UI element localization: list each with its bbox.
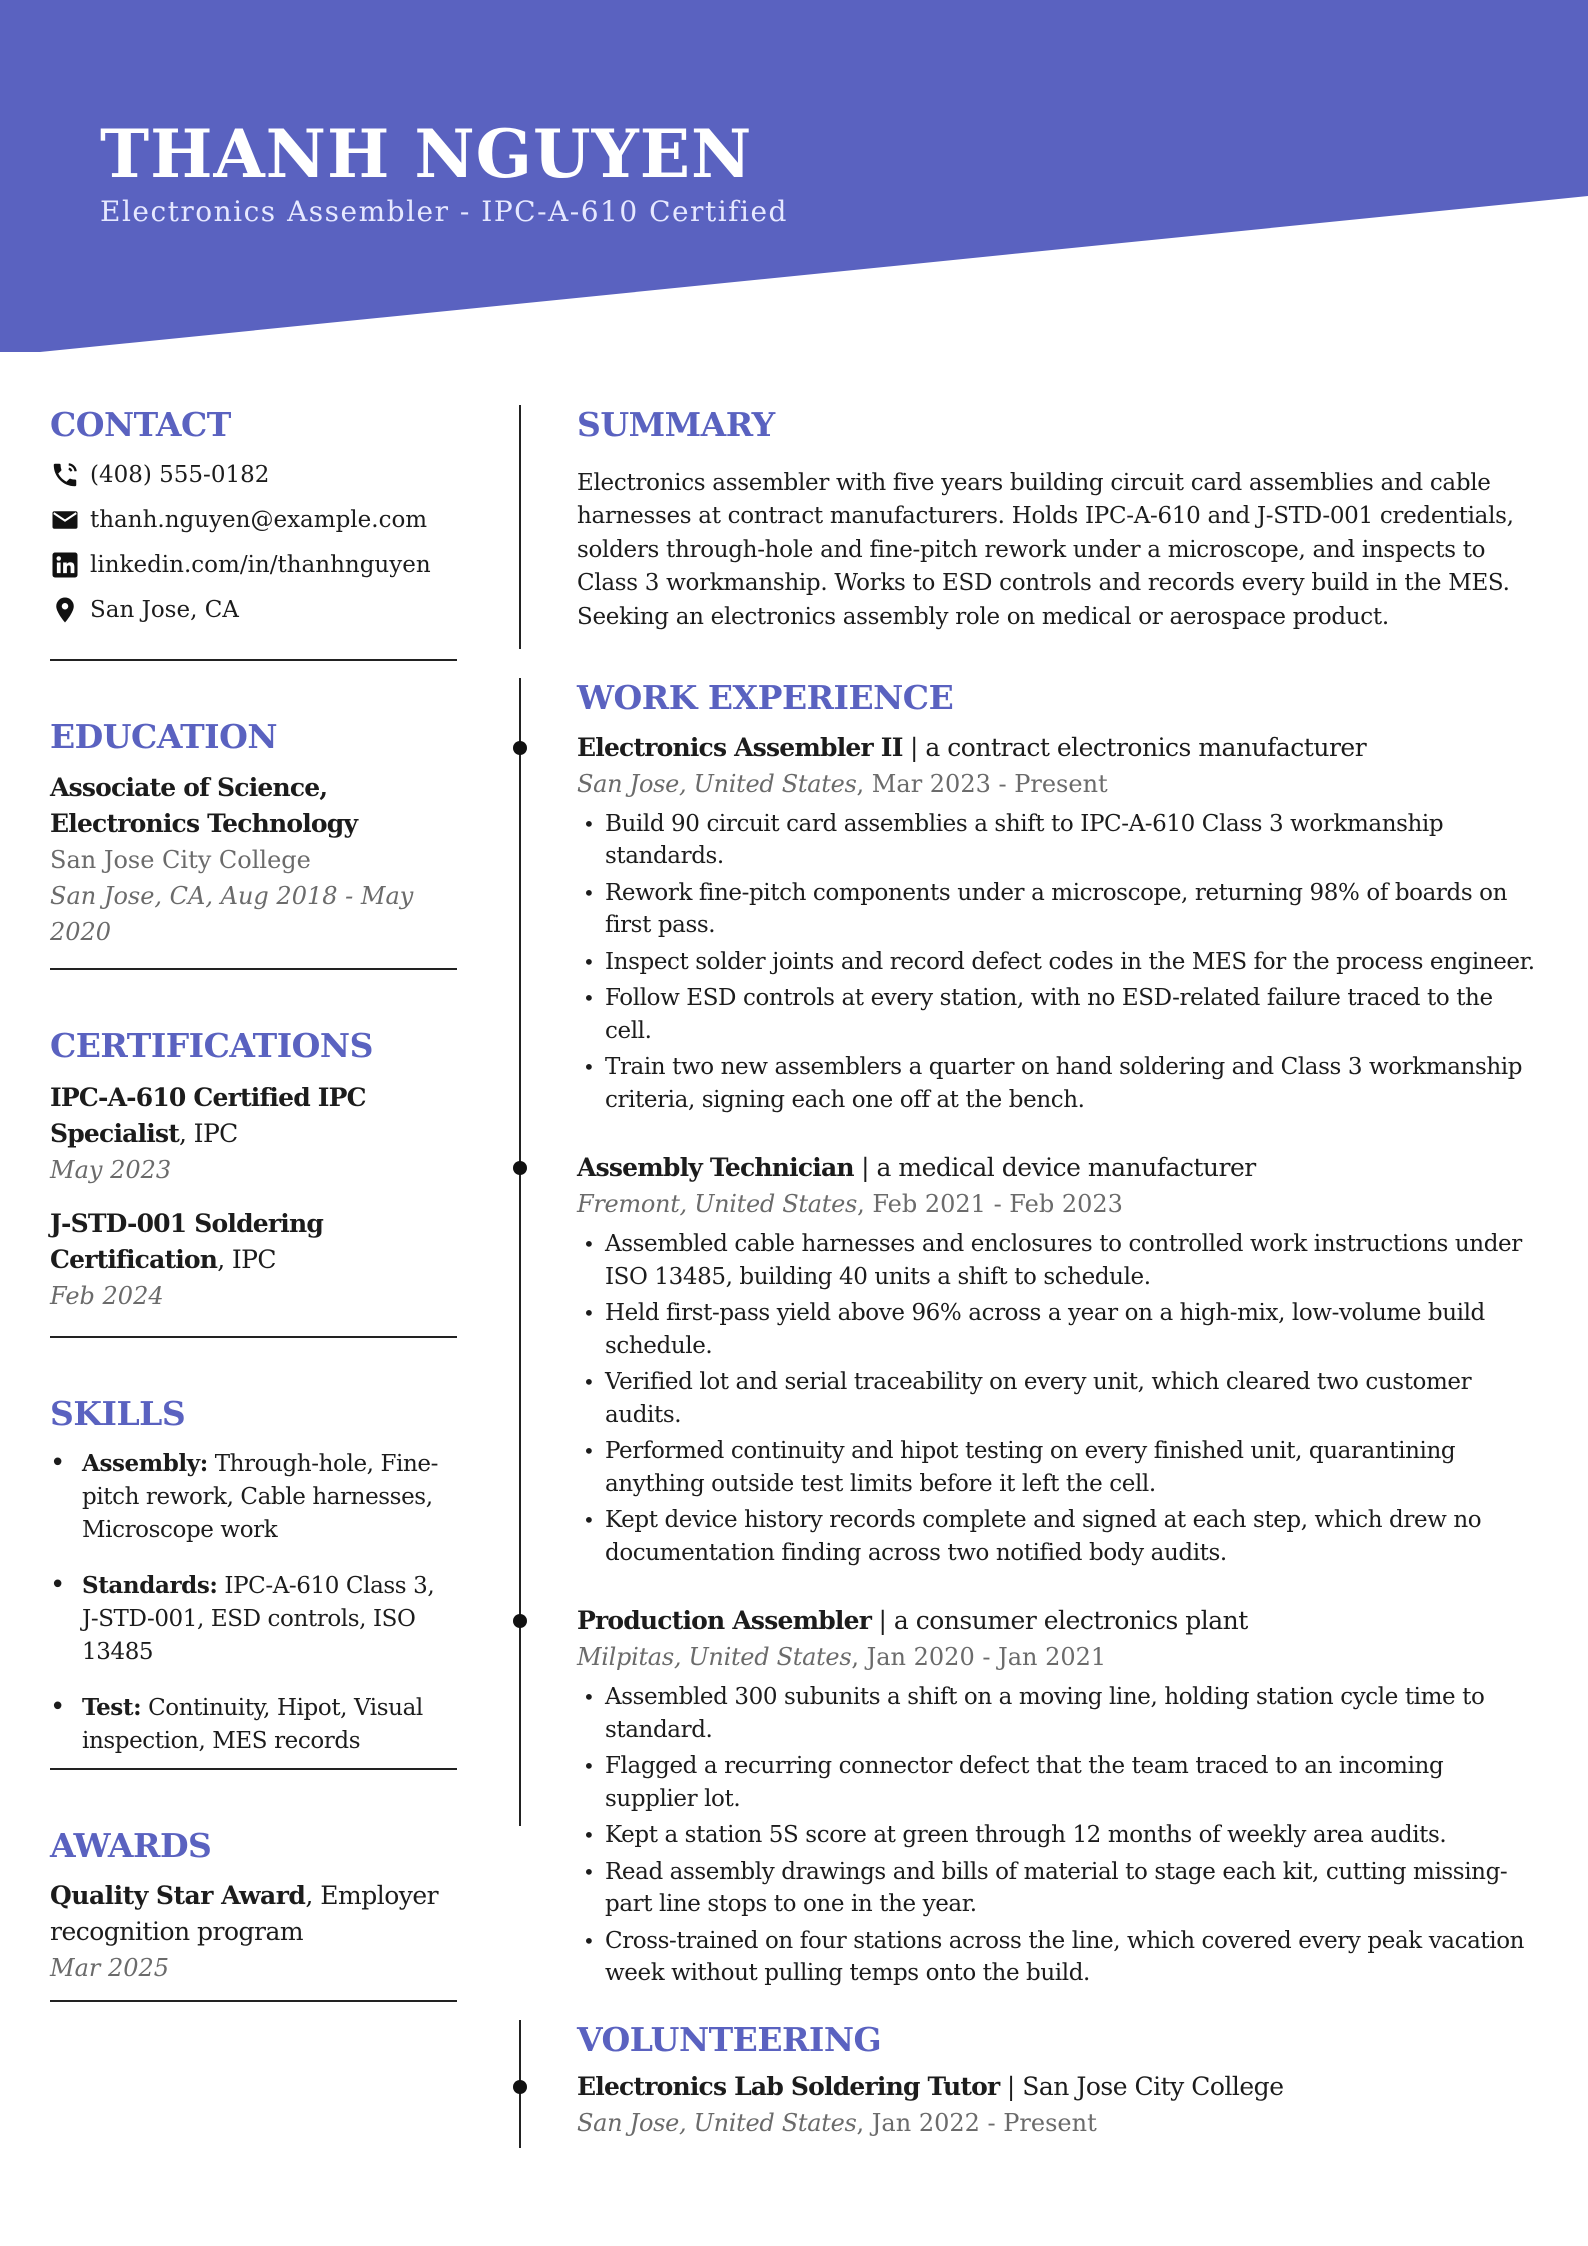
- contact-linkedin-row: [50, 543, 457, 588]
- phone-icon: [50, 460, 80, 490]
- job-bullet: • Assembled 300 subunits a shift on a moving line, holding station cycle time to standard.: [577, 1681, 1537, 1746]
- job-dates: , Mar 2023 - Present: [856, 769, 1108, 798]
- work-experience-title: WORK EXPERIENCE: [577, 678, 954, 718]
- job-bullet: • Build 90 circuit card assemblies a shift to IPC-A-610 Class 3 workmanship standards.: [577, 808, 1537, 873]
- job-dates: , Jan 2020 - Jan 2021: [851, 1643, 1107, 1672]
- job-location: Fremont, United States: [577, 1190, 858, 1219]
- work-experience-section: [577, 678, 1537, 1990]
- job-bullet: • Kept a station 5S score at green through 12 months of weekly area audits.: [577, 1819, 1537, 1852]
- job-entry: [577, 730, 1537, 1117]
- timeline-line: [519, 405, 521, 649]
- contact-email-row: [50, 498, 457, 543]
- summary-title: SUMMARY: [577, 405, 775, 444]
- certification-name: IPC-A-610 Certified IPC Specialist: [50, 1082, 366, 1148]
- job-role: Assembly Technician: [577, 1153, 854, 1183]
- email-icon: [50, 505, 80, 535]
- bullet-icon: •: [50, 1448, 65, 1479]
- left-column: [50, 405, 457, 2002]
- job-role: Electronics Assembler II: [577, 732, 903, 762]
- volunteer-org: | San Jose City College: [999, 2072, 1284, 2102]
- job-employer: | a contract electronics manufacturer: [902, 732, 1367, 762]
- job-location: San Jose, United States: [577, 769, 857, 798]
- skill-item: [50, 1569, 457, 1669]
- skill-text: Continuity, Hipot, Visual inspection, MES records: [82, 1695, 423, 1755]
- right-column: [577, 405, 1537, 2147]
- certification-name: J-STD-001 Soldering Certification: [50, 1208, 324, 1274]
- skills-title: SKILLS: [50, 1393, 186, 1433]
- job-bullet: • Cross-trained on four stations across the line, which covered every peak vacation week without pulling temps onto the build.: [577, 1925, 1537, 1990]
- contact-email[interactable]: thanh.nguyen@example.com: [90, 507, 428, 534]
- contact-phone[interactable]: (408) 555-0182: [90, 462, 270, 489]
- education-degree: Associate of Science, Electronics Technology: [50, 773, 358, 839]
- volunteer-role: Electronics Lab Soldering Tutor: [577, 2072, 1000, 2102]
- skill-text: IPC-A-610 Class 3, J-STD-001, ESD controls, ISO 13485: [82, 1573, 435, 1666]
- contact-title: CONTACT: [50, 405, 231, 444]
- job-entry: [577, 1150, 1537, 1569]
- job-bullet: • Follow ESD controls at every station, with no ESD-related failure traced to the cell.: [577, 982, 1537, 1047]
- job-bullets: [577, 808, 1537, 1117]
- bullet-icon: •: [50, 1570, 65, 1601]
- awards-title: AWARDS: [50, 1826, 212, 1866]
- award-name: Quality Star Award: [50, 1880, 306, 1910]
- education-title: EDUCATION: [50, 716, 278, 756]
- skill-text: Through-hole, Fine-pitch rework, Cable harnesses, Microscope work: [82, 1451, 438, 1544]
- job-dates: , Feb 2021 - Feb 2023: [857, 1190, 1123, 1219]
- location-pin-icon: [50, 595, 80, 625]
- skill-label: Standards:: [82, 1572, 218, 1600]
- candidate-tagline: Electronics Assembler - IPC-A-610 Certified: [100, 195, 788, 229]
- volunteer-location: San Jose, United States: [577, 2109, 857, 2138]
- job-bullet: • Kept device history records complete and signed at each step, which drew no documentation finding across two notified body audits.: [577, 1504, 1537, 1569]
- volunteering-section: [577, 2020, 1537, 2142]
- summary-text: Electronics assembler with five years building circuit card assemblies and cable harnesses at contract manufacturers. Holds IPC-A-610 and J-STD-001 credentials, solders through-hole and fine-pitch rework under a microscope, and inspects to Class 3 workmanship. Works to ESD controls and records every build in the MES. Seeking an electronics assembly role on medical or aerospace product.: [577, 469, 1514, 630]
- certifications-title: CERTIFICATIONS: [50, 1026, 373, 1066]
- certification-item: [50, 1206, 457, 1314]
- job-bullet: • Read assembly drawings and bills of material to stage each kit, cutting missing-part line stops to one in the year.: [577, 1856, 1537, 1921]
- job-entry: [577, 1603, 1537, 1990]
- job-bullet: • Held first-pass yield above 96% across a year on a high-mix, low-volume build schedule.: [577, 1297, 1537, 1362]
- awards-section: [50, 1826, 457, 2002]
- contact-section: [50, 405, 457, 661]
- timeline-dot: [513, 1161, 527, 1175]
- timeline-dot: [513, 741, 527, 755]
- contact-phone-row: [50, 453, 457, 498]
- job-bullet: • Performed continuity and hipot testing on every finished unit, quarantining anything outside test limits before it left the cell.: [577, 1435, 1537, 1500]
- education-meta: San Jose, CA, Aug 2018 - May 2020: [50, 882, 414, 947]
- skills-section: [50, 1394, 457, 1771]
- education-school: San Jose City College: [50, 846, 311, 875]
- certifications-section: [50, 1026, 457, 1338]
- job-role: Production Assembler: [577, 1606, 872, 1636]
- candidate-name: THANH NGUYEN: [100, 115, 753, 193]
- job-bullet: • Verified lot and serial traceability on every unit, which cleared two customer audits.: [577, 1366, 1537, 1431]
- contact-linkedin[interactable]: linkedin.com/in/thanhnguyen: [90, 552, 431, 579]
- job-employer: | a consumer electronics plant: [871, 1606, 1248, 1636]
- timeline-line: [519, 678, 521, 1826]
- certification-date: May 2023: [50, 1155, 172, 1184]
- job-employer: | a medical device manufacturer: [853, 1153, 1256, 1183]
- skill-item: [50, 1691, 457, 1758]
- job-bullet: • Train two new assemblers a quarter on hand soldering and Class 3 workmanship criteria, signing each one off at the bench.: [577, 1051, 1537, 1116]
- summary-section: [577, 405, 1537, 634]
- award-org: , Employer recognition program: [50, 1880, 439, 1946]
- education-section: [50, 717, 457, 971]
- volunteering-title: VOLUNTEERING: [577, 2019, 882, 2059]
- certification-issuer: , IPC: [217, 1244, 276, 1274]
- timeline-dot: [513, 1614, 527, 1628]
- certification-date: Feb 2024: [50, 1281, 164, 1310]
- award-date: Mar 2025: [50, 1953, 170, 1982]
- skill-item: [50, 1447, 457, 1547]
- job-bullets: [577, 1228, 1537, 1569]
- timeline-dot: [513, 2080, 527, 2094]
- job-bullets: [577, 1681, 1537, 1990]
- job-bullet: • Assembled cable harnesses and enclosures to controlled work instructions under ISO 13485, building 40 units a shift to schedule.: [577, 1228, 1537, 1293]
- certification-issuer: , IPC: [178, 1118, 238, 1148]
- job-location: Milpitas, United States: [577, 1643, 852, 1672]
- skill-label: Test:: [82, 1694, 142, 1722]
- certification-item: [50, 1080, 457, 1188]
- linkedin-icon: [50, 550, 80, 580]
- job-bullet: • Rework fine-pitch components under a microscope, returning 98% of boards on first pass.: [577, 877, 1537, 942]
- contact-location-row: [50, 588, 457, 633]
- header: [100, 115, 788, 229]
- volunteer-dates: , Jan 2022 - Present: [856, 2109, 1097, 2138]
- bullet-icon: •: [50, 1692, 65, 1723]
- contact-location: San Jose, CA: [90, 597, 239, 624]
- skill-label: Assembly:: [82, 1450, 208, 1478]
- job-bullet: • Inspect solder joints and record defect codes in the MES for the process engineer.: [577, 946, 1537, 979]
- job-bullet: • Flagged a recurring connector defect that the team traced to an incoming supplier lot.: [577, 1750, 1537, 1815]
